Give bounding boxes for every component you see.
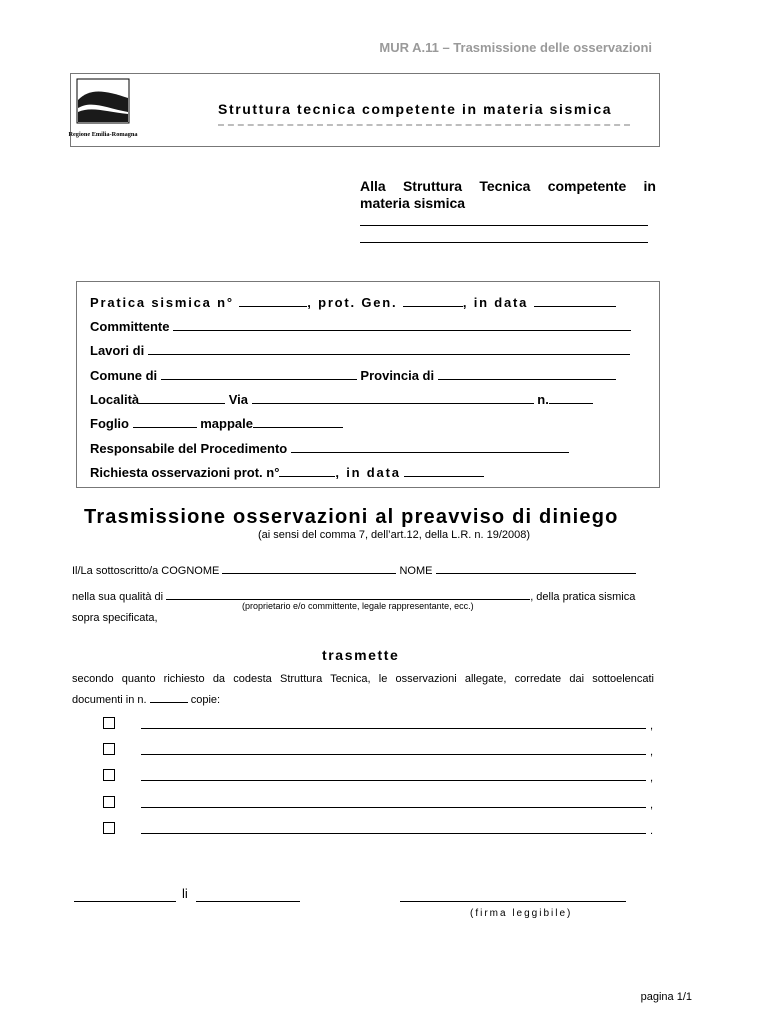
localita-label: Località: [90, 392, 140, 407]
row-localita: [90, 391, 593, 407]
comune-field[interactable]: [161, 367, 357, 380]
date-field[interactable]: [196, 901, 300, 902]
nome-field[interactable]: [436, 563, 636, 574]
row-committente: [90, 318, 631, 334]
responsabile-label: Responsabile del Procedimento: [90, 441, 288, 456]
legal-reference: (ai sensi del comma 7, dell’art.12, della L.R. n. 19/2008): [257, 529, 531, 541]
sopra-specificata: sopra specificata,: [72, 612, 158, 624]
mappale-field[interactable]: [253, 415, 343, 428]
document-checkbox-5[interactable]: [103, 822, 115, 834]
document-terminator-2: ,: [650, 746, 654, 758]
row-documenti: [72, 692, 220, 706]
page-number: pagina 1/1: [640, 991, 692, 1003]
provincia-label: Provincia di: [360, 368, 435, 383]
committente-field[interactable]: [173, 318, 631, 331]
document-terminator-5: .: [650, 825, 654, 837]
foglio-label: Foglio: [90, 416, 129, 431]
qualita-hint: (proprietario e/o committente, legale rappresentante, ecc.): [242, 601, 474, 611]
practice-info-box: [76, 281, 660, 488]
pratica-date-field[interactable]: [534, 294, 616, 307]
row-lavori: [90, 342, 630, 358]
lavori-label: Lavori di: [90, 343, 145, 358]
provincia-field[interactable]: [438, 367, 616, 380]
document-line-2[interactable]: [141, 754, 646, 755]
document-line-3[interactable]: [141, 780, 646, 781]
document-terminator-3: ,: [650, 772, 654, 784]
pratica-label: Pratica sismica n°: [90, 295, 234, 310]
documenti-suffix: copie:: [190, 694, 221, 706]
civic-number-field[interactable]: [549, 391, 593, 404]
logo-caption: Regione Emilia-Romagna: [68, 131, 138, 138]
document-checkbox-2[interactable]: [103, 743, 115, 755]
trasmette-heading: trasmette: [322, 647, 400, 663]
header-divider: [218, 124, 630, 126]
address-line-2: materia sismica: [360, 195, 466, 211]
row-comune: [90, 367, 616, 383]
document-code: MUR A.11 – Trasmissione delle osservazioni: [379, 40, 652, 55]
pratica-sismica-suffix: , della pratica sismica: [530, 591, 636, 603]
copie-count-field[interactable]: [150, 692, 188, 703]
row-sottoscritto: [72, 563, 636, 577]
nome-label: NOME: [399, 565, 433, 577]
cognome-label: Il/La sottoscritto/a COGNOME: [72, 565, 220, 577]
document-terminator-4: ,: [650, 799, 654, 811]
qualita-field[interactable]: [166, 589, 530, 600]
foglio-field[interactable]: [133, 415, 197, 428]
via-label: Via: [228, 392, 249, 407]
place-field[interactable]: [74, 901, 176, 902]
prot-gen-label: , prot. Gen.: [307, 295, 398, 310]
pratica-number-field[interactable]: [239, 294, 307, 307]
lavori-field[interactable]: [148, 342, 630, 355]
responsabile-field[interactable]: [291, 440, 569, 453]
mappale-label: mappale: [200, 416, 253, 431]
document-line-4[interactable]: [141, 807, 646, 808]
richiesta-date-field[interactable]: [404, 464, 484, 477]
civic-number-label: n.: [537, 392, 549, 407]
pratica-data-label: , in data: [462, 295, 529, 310]
address-line-1: Alla Struttura Tecnica competente in: [360, 178, 656, 194]
address-blank-1[interactable]: [360, 225, 648, 226]
via-field[interactable]: [252, 391, 534, 404]
richiesta-data-label: , in data: [335, 465, 401, 480]
row-responsabile: [90, 440, 569, 456]
document-line-1[interactable]: [141, 728, 646, 729]
address-blank-2[interactable]: [360, 242, 648, 243]
main-title: Trasmissione osservazioni al preavviso di diniego: [84, 506, 619, 528]
row-richiesta: [90, 464, 484, 480]
li-label: li: [182, 886, 188, 901]
prot-gen-field[interactable]: [403, 294, 463, 307]
localita-field[interactable]: [139, 391, 225, 404]
document-line-5[interactable]: [141, 833, 646, 834]
secondo-text: secondo quanto richiesto da codesta Struttura Tecnica, le osservazioni allegate, corredate dai sottoelencati: [72, 673, 654, 685]
documenti-prefix: documenti in n.: [72, 694, 147, 706]
document-checkbox-3[interactable]: [103, 769, 115, 781]
row-foglio: [90, 415, 343, 431]
row-pratica: [90, 294, 616, 310]
committente-label: Committente: [90, 319, 170, 334]
signature-field[interactable]: [400, 901, 626, 902]
document-checkbox-1[interactable]: [103, 717, 115, 729]
firma-leggibile-label: (firma leggibile): [470, 908, 573, 919]
richiesta-prot-field[interactable]: [279, 464, 335, 477]
regione-emilia-romagna-logo: [68, 78, 138, 142]
richiesta-label: Richiesta osservazioni prot. n°: [90, 465, 280, 480]
cognome-field[interactable]: [222, 563, 396, 574]
comune-label: Comune di: [90, 368, 158, 383]
qualita-label: nella sua qualità di: [72, 591, 164, 603]
document-terminator-1: ,: [650, 720, 654, 732]
document-checkbox-4[interactable]: [103, 796, 115, 808]
header-title: Struttura tecnica competente in materia sismica: [218, 101, 613, 117]
